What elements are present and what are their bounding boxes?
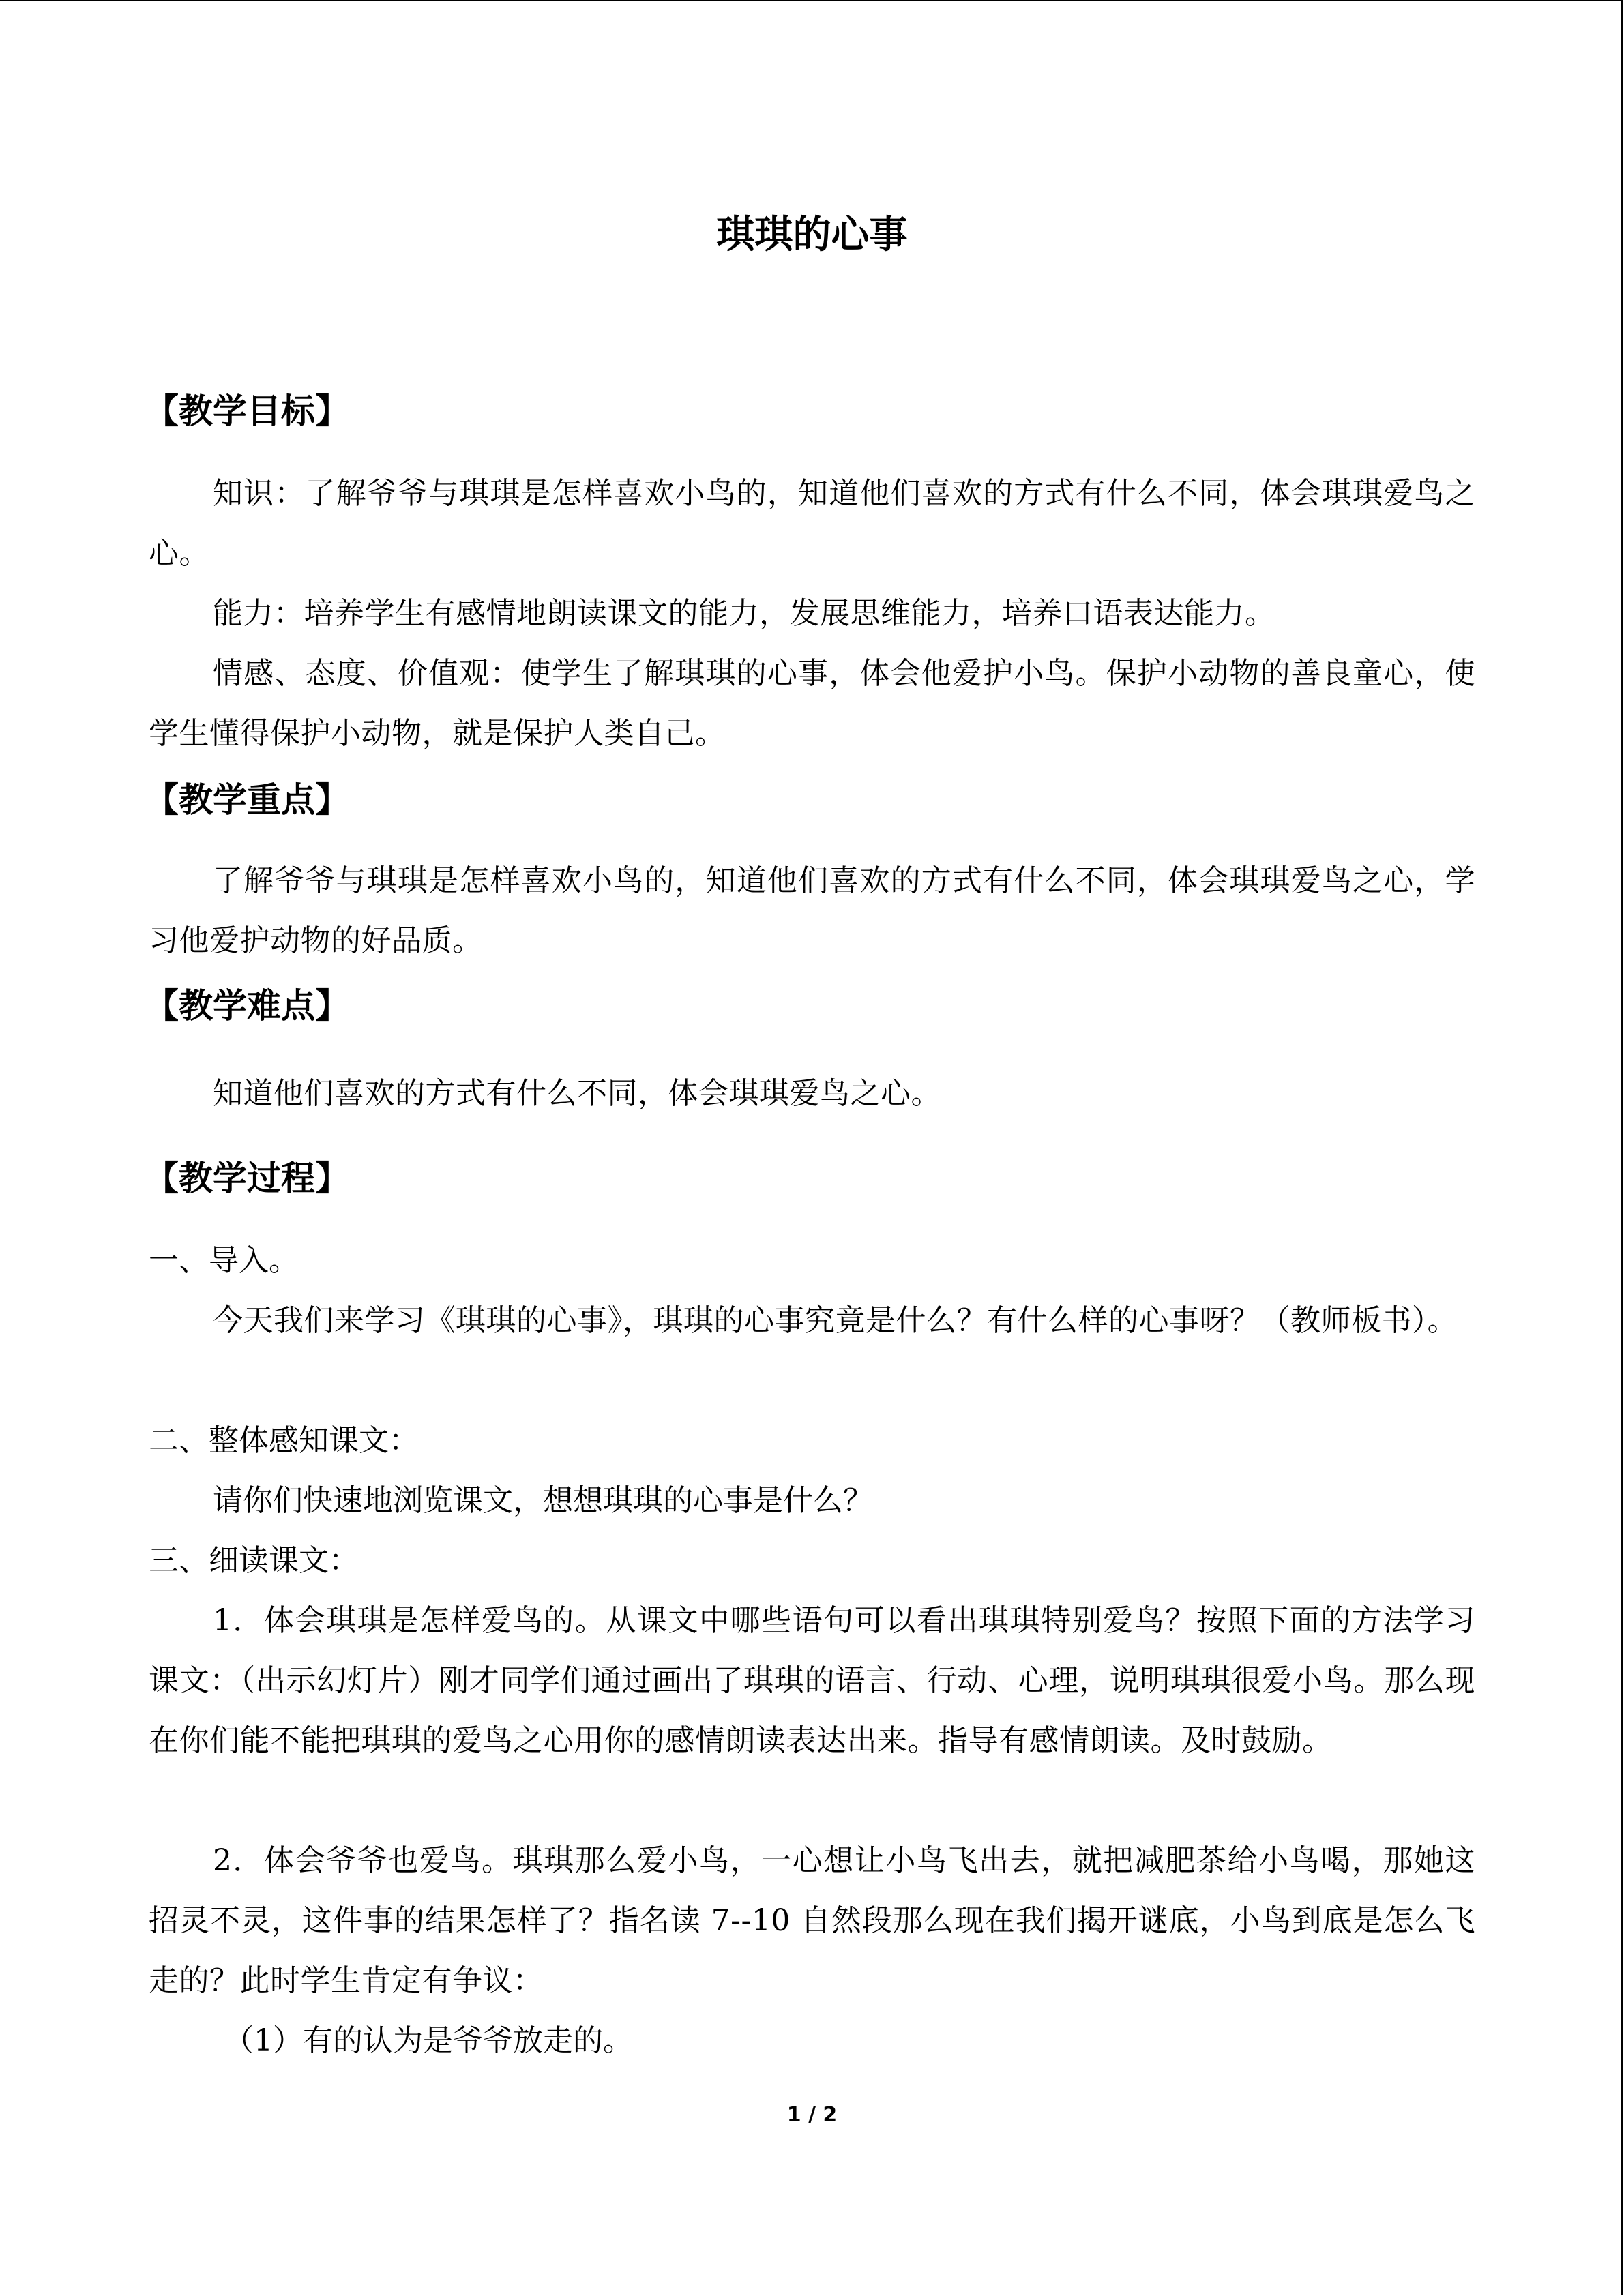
page-number: 1 / 2: [786, 2103, 838, 2127]
document-title: 琪琪的心事: [716, 213, 908, 257]
heading-objectives: 【教学目标】: [145, 391, 349, 431]
heading-process: 【教学过程】: [145, 1159, 349, 1198]
process-step3-item1: 1．体会琪琪是怎样爱鸟的。从课文中哪些语句可以看出琪琪特别爱鸟？按照下面的方法学习课文：（出示幻灯片）刚才同学们通过画出了琪琪的语言、行动、心理，说明琪琪很爱小鸟。那么现在你们能不能把琪琪的爱鸟之心用你的感情朗读表达出来。指导有感情朗读。及时鼓励。: [149, 1603, 1475, 1758]
key-points-text: 了解爷爷与琪琪是怎样喜欢小鸟的，知道他们喜欢的方式有什么不同，体会琪琪爱鸟之心，学习他爱护动物的好品质。: [149, 863, 1475, 958]
objective-ability: 能力：培养学生有感情地朗读课文的能力，发展思维能力，培养口语表达能力。: [213, 596, 1275, 631]
process-step3-item2: 2．体会爷爷也爱鸟。琪琪那么爱小鸟，一心想让小鸟飞出去，就把减肥茶给小鸟喝，那她这招灵不灵，这件事的结果怎样了？指名读 7--10 自然段那么现在我们揭开谜底，小鸟到底是怎么飞走的？此时学生肯定有争议：: [149, 1843, 1475, 1998]
process-step2-text: 请你们快速地浏览课文，想想琪琪的心事是什么？: [213, 1483, 873, 1518]
process-step1-title: 一、导入。: [149, 1243, 299, 1278]
heading-key-points: 【教学重点】: [145, 780, 349, 820]
process-step3-item2-sub1: （1）有的认为是爷爷放走的。: [224, 2023, 633, 2058]
process-step3-title: 三、细读课文：: [149, 1543, 359, 1578]
heading-difficulties: 【教学难点】: [145, 986, 349, 1026]
objective-emotion: 情感、态度、价值观：使学生了解琪琪的心事，体会他爱护小鸟。保护小动物的善良童心，使学生懂得保护小动物，就是保护人类自己。: [149, 656, 1475, 751]
process-step1-text: 今天我们来学习《琪琪的心事》，琪琪的心事究竟是什么？有什么样的心事呀？（教师板书）。: [213, 1303, 1458, 1338]
objective-knowledge: 知识：了解爷爷与琪琪是怎样喜欢小鸟的，知道他们喜欢的方式有什么不同，体会琪琪爱鸟之心。: [149, 476, 1475, 571]
process-step2-title: 二、整体感知课文：: [149, 1423, 419, 1458]
difficulties-text: 知道他们喜欢的方式有什么不同，体会琪琪爱鸟之心。: [213, 1076, 941, 1111]
